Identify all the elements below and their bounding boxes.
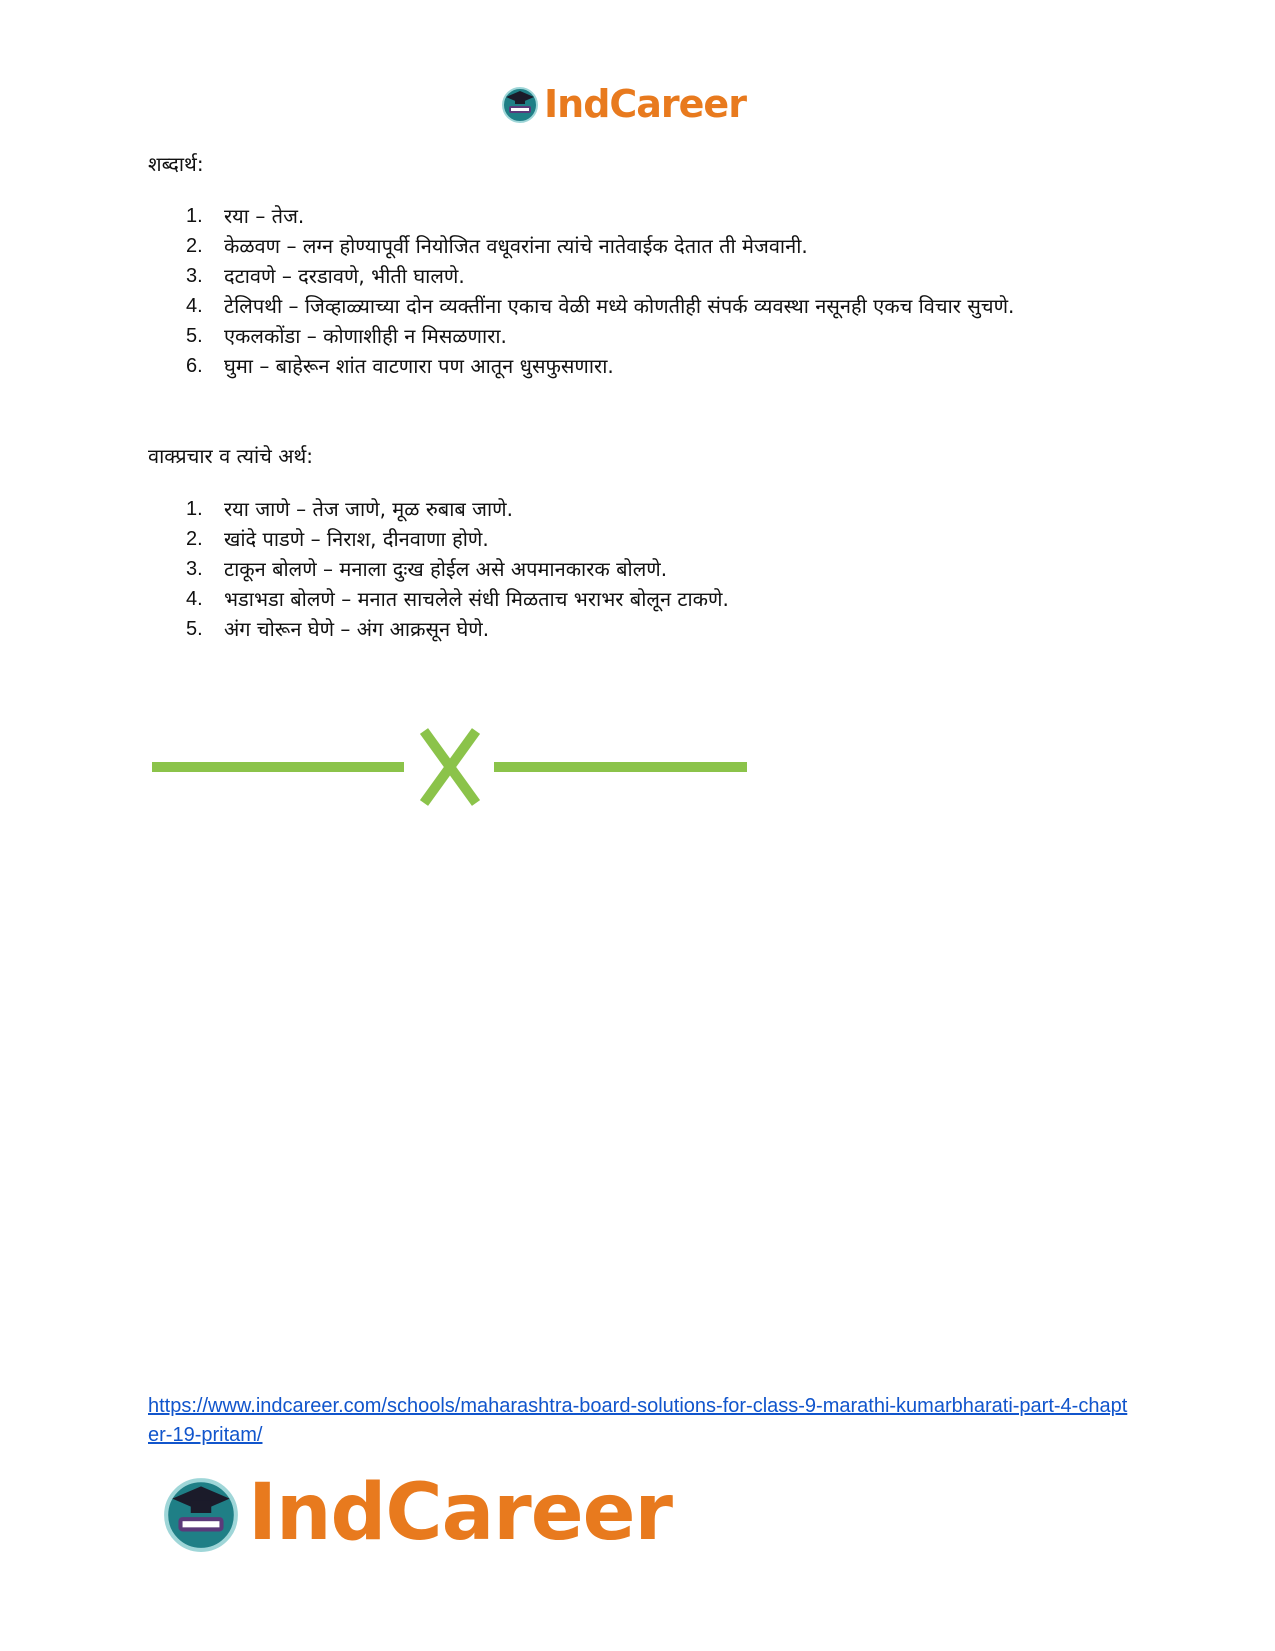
list-item: [186, 321, 1106, 351]
list-item: [186, 261, 1106, 291]
footer-logo: [160, 1468, 672, 1558]
list-item: [186, 524, 1106, 554]
item-text: घुमा – बाहेरून शांत वाटणारा पण आतून धुसफुसणारा.: [224, 354, 614, 378]
header-logo: [500, 80, 746, 128]
phrases-heading: वाक्प्रचार व त्यांचे अर्थ:: [148, 444, 314, 468]
phrases-list: [186, 494, 1106, 644]
item-number: 1.: [186, 498, 203, 520]
item-text: केळवण – लग्न होण्यापूर्वी नियोजित वधूवरांना त्यांचे नातेवाईक देतात ती मेजवानी.: [224, 234, 808, 258]
glossary-list: [186, 201, 1106, 381]
item-number: 2.: [186, 528, 203, 550]
item-text: टेलिपथी – जिव्हाळ्याच्या दोन व्यक्तींना एकाच वेळी मध्ये कोणतीही संपर्क व्यवस्था नसूनही एकच विचार सुचणे.: [224, 294, 1015, 318]
divider-line-left: [152, 762, 404, 772]
item-text: रया जाणे – तेज जाणे, मूळ रुबाब जाणे.: [224, 497, 513, 521]
item-text: टाकून बोलणे – मनाला दुःख होईल असे अपमानकारक बोलणे.: [224, 557, 668, 581]
logo-text: IndCareer: [248, 1468, 672, 1558]
item-number: 5.: [186, 618, 203, 640]
list-item: [186, 614, 1106, 644]
logo-text: IndCareer: [544, 82, 746, 126]
source-link[interactable]: https://www.indcareer.com/schools/maharashtra-board-solutions-for-class-9-marathi-kumarbharati-part-4-chapter-19-pritam/: [148, 1395, 1128, 1446]
item-number: 2.: [186, 235, 203, 257]
item-number: 4.: [186, 295, 203, 317]
item-text: खांदे पाडणे – निराश, दीनवाणा होणे.: [224, 527, 489, 551]
list-item: [186, 201, 1106, 231]
list-item: [186, 584, 1106, 614]
list-item: [186, 291, 1106, 321]
graduate-globe-icon: [500, 84, 540, 124]
item-number: 3.: [186, 265, 203, 287]
item-text: दटावणे – दरडावणे, भीती घालणे.: [224, 264, 465, 288]
item-number: 6.: [186, 355, 203, 377]
item-number: 5.: [186, 325, 203, 347]
item-number: 4.: [186, 588, 203, 610]
graduate-globe-icon: [160, 1472, 242, 1554]
item-text: भडाभडा बोलणे – मनात साचलेले संधी मिळताच भराभर बोलून टाकणे.: [224, 587, 729, 611]
item-number: 1.: [186, 205, 203, 227]
list-item: [186, 554, 1106, 584]
section-divider: [150, 725, 750, 809]
item-text: अंग चोरून घेणे – अंग आक्रसून घेणे.: [224, 617, 490, 641]
glossary-heading: शब्दार्थ:: [148, 152, 204, 176]
item-text: एकलकोंडा – कोणाशीही न मिसळणारा.: [224, 324, 507, 348]
divider-line-right: [494, 762, 747, 772]
list-item: [186, 351, 1106, 381]
list-item: [186, 494, 1106, 524]
item-number: 3.: [186, 558, 203, 580]
item-text: रया – तेज.: [224, 204, 305, 228]
list-item: [186, 231, 1106, 261]
